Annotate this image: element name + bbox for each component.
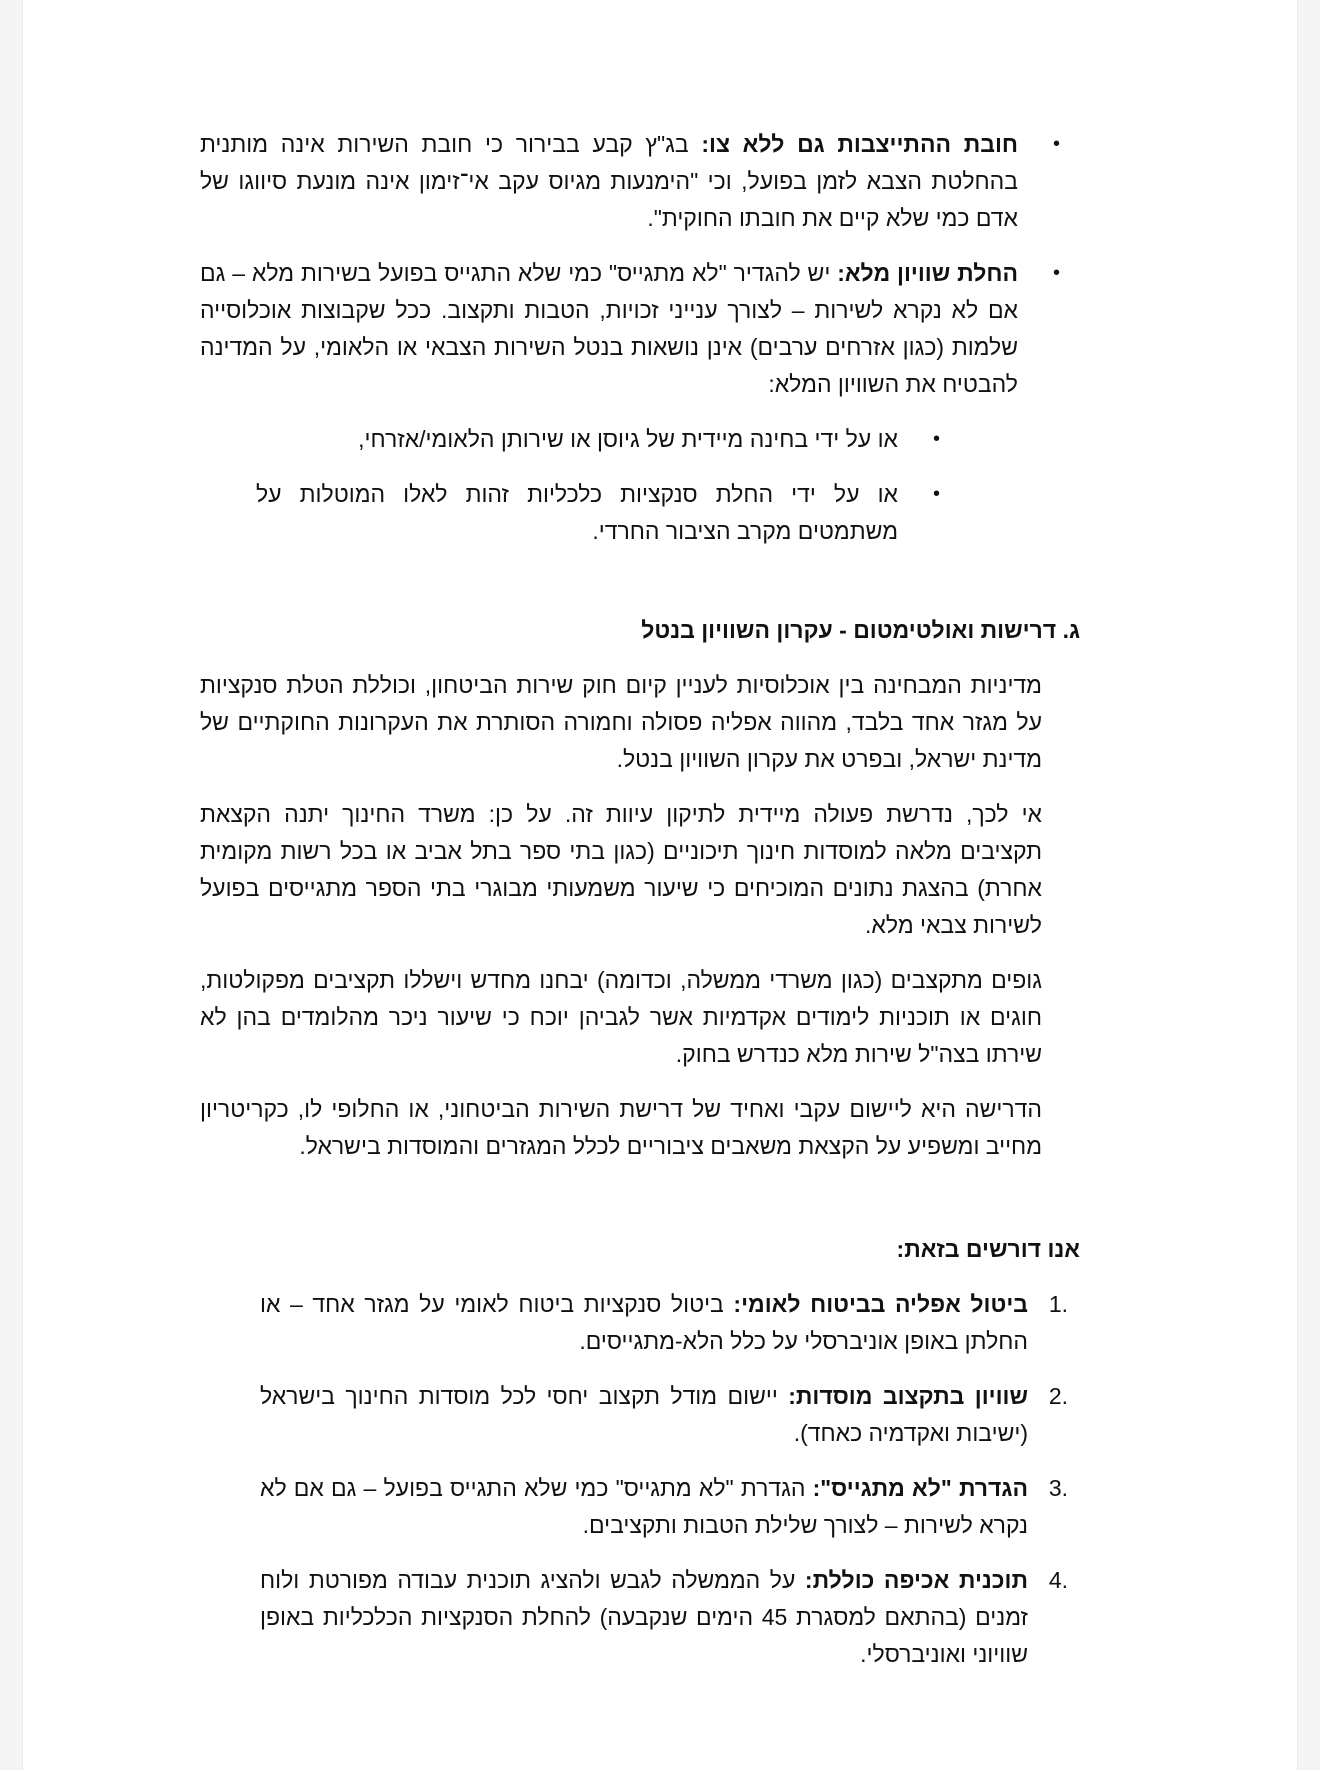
demand-item: [260, 1378, 1080, 1452]
demand-text: ביטול סנקציות ביטוח לאומי על מגזר אחד – או החלתן באופן אוניברסלי על כלל הלא-מתגייסים.: [260, 1291, 1028, 1354]
sub-bullet-item: [256, 476, 1018, 550]
demand-item: [260, 1470, 1080, 1544]
bullet-label: חובת ההתייצבות גם ללא צו:: [701, 131, 1018, 157]
bullet-item: [200, 126, 1080, 237]
demand-text: על הממשלה לגבש ולהציג תוכנית עבודה מפורטת ולוח זמנים (בהתאם למסגרת 45 הימים שנקבעה) להחלת הסנקציות הכלכליות באופן שוויוני ואוניברסלי.: [260, 1567, 1028, 1667]
demands-list: [260, 1286, 1080, 1673]
section-heading: ג. דרישות ואולטימטום - עקרון השוויון בנטל: [641, 617, 1080, 643]
bullet-text: בג"ץ קבע בבירור כי חובת השירות אינה מותנית בהחלטת הצבא לזמן בפועל, וכי "הימנעות מגיוס עקב אי־זימון אינה מונעת סיווגו של אדם כמי שלא קיים את חובתו החוקית".: [200, 131, 1018, 231]
bullet-list: [200, 126, 1080, 550]
sub-bullet-text: • או על ידי החלת סנקציות כלכליות זהות לאלו המוטלות על משתמטים מקרב הציבור החרדי.: [256, 481, 898, 544]
demand-number: 4.: [1048, 1567, 1068, 1593]
demands-heading: אנו דורשים בזאת:: [896, 1236, 1080, 1262]
bullet-item: [200, 255, 1080, 550]
demand-item: [260, 1562, 1080, 1673]
sub-bullet-list: [256, 421, 1018, 550]
demand-label: הגדרת "לא מתגייס":: [812, 1475, 1028, 1501]
demand-label: תוכנית אכיפה כוללת:: [804, 1567, 1028, 1593]
demand-number: 3.: [1048, 1475, 1068, 1501]
sub-bullet-item: [256, 421, 1018, 458]
paragraph: אי לכך, נדרשת פעולה מיידית לתיקון עיוות זה. על כן: משרד החינוך יתנה הקצאת תקציבים מלאה למוסדות חינוך תיכוניים (כגון בתי ספר בתל אביב או בכל רשות מקומית אחרת) בהצגת נתונים המוכיחים כי שיעור משמעותי מבוגרי בתי הספר מתגייסים בפועל לשירות צבאי מלא.: [200, 801, 1042, 938]
paragraph: גופים מתקצבים (כגון משרדי ממשלה, וכדומה) יבחנו מחדש וישללו תקציבים מפקולטות, חוגים או תוכניות לימודים אקדמיות אשר לגביהן יוכח כי שיעור ניכר מהלומדים בהן לא שירתו בצה"ל שירות מלא כנדרש בחוק.: [200, 967, 1042, 1067]
demand-label: ביטול אפליה בביטוח לאומי:: [733, 1291, 1028, 1317]
paragraph: מדיניות המבחינה בין אוכלוסיות לעניין קיום חוק שירות הביטחון, וכוללת הטלת סנקציות על מגזר אחד בלבד, מהווה אפליה פסולה וחמורה הסותרת את העקרונות החוקתיים של מדינת ישראל, ובפרט את עקרון השוויון בנטל.: [200, 672, 1042, 772]
bullet-label: החלת שוויון מלא:: [837, 260, 1018, 286]
section-body: [200, 667, 1080, 1165]
sub-bullet-text: • או על ידי בחינה מיידית של גיוסן או שירותן הלאומי/אזרחי,: [358, 426, 898, 452]
document-page: [200, 126, 1080, 1673]
demand-item: [260, 1286, 1080, 1360]
demand-text: הגדרת "לא מתגייס" כמי שלא התגייס בפועל – גם אם לא נקרא לשירות – לצורך שלילת הטבות ותקציבים.: [260, 1475, 1028, 1538]
demand-number: 1.: [1048, 1291, 1068, 1317]
paragraph: הדרישה היא ליישום עקבי ואחיד של דרישת השירות הביטחוני, או החלופי לו, כקריטריון מחייב ומשפיע על הקצאת משאבים ציבוריים לכלל המגזרים והמוסדות בישראל.: [200, 1096, 1042, 1159]
page-edge-right: [1297, 0, 1320, 1770]
page-edge-left: [0, 0, 23, 1770]
demand-text: יישום מודל תקצוב יחסי לכל מוסדות החינוך בישראל (ישיבות ואקדמיה כאחד).: [260, 1383, 1028, 1446]
demand-number: 2.: [1048, 1383, 1068, 1409]
bullet-text: יש להגדיר "לא מתגייס" כמי שלא התגייס בפועל בשירות מלא – גם אם לא נקרא לשירות – לצורך ענייני זכויות, הטבות ותקצוב. ככל שקבוצות אוכלוסייה שלמות (כגון אזרחים ערבים) אינן נושאות בנטל השירות הצבאי או הלאומי, על המדינה להבטיח את השוויון המלא:: [200, 260, 1018, 397]
demand-label: שוויון בתקצוב מוסדות:: [788, 1383, 1028, 1409]
